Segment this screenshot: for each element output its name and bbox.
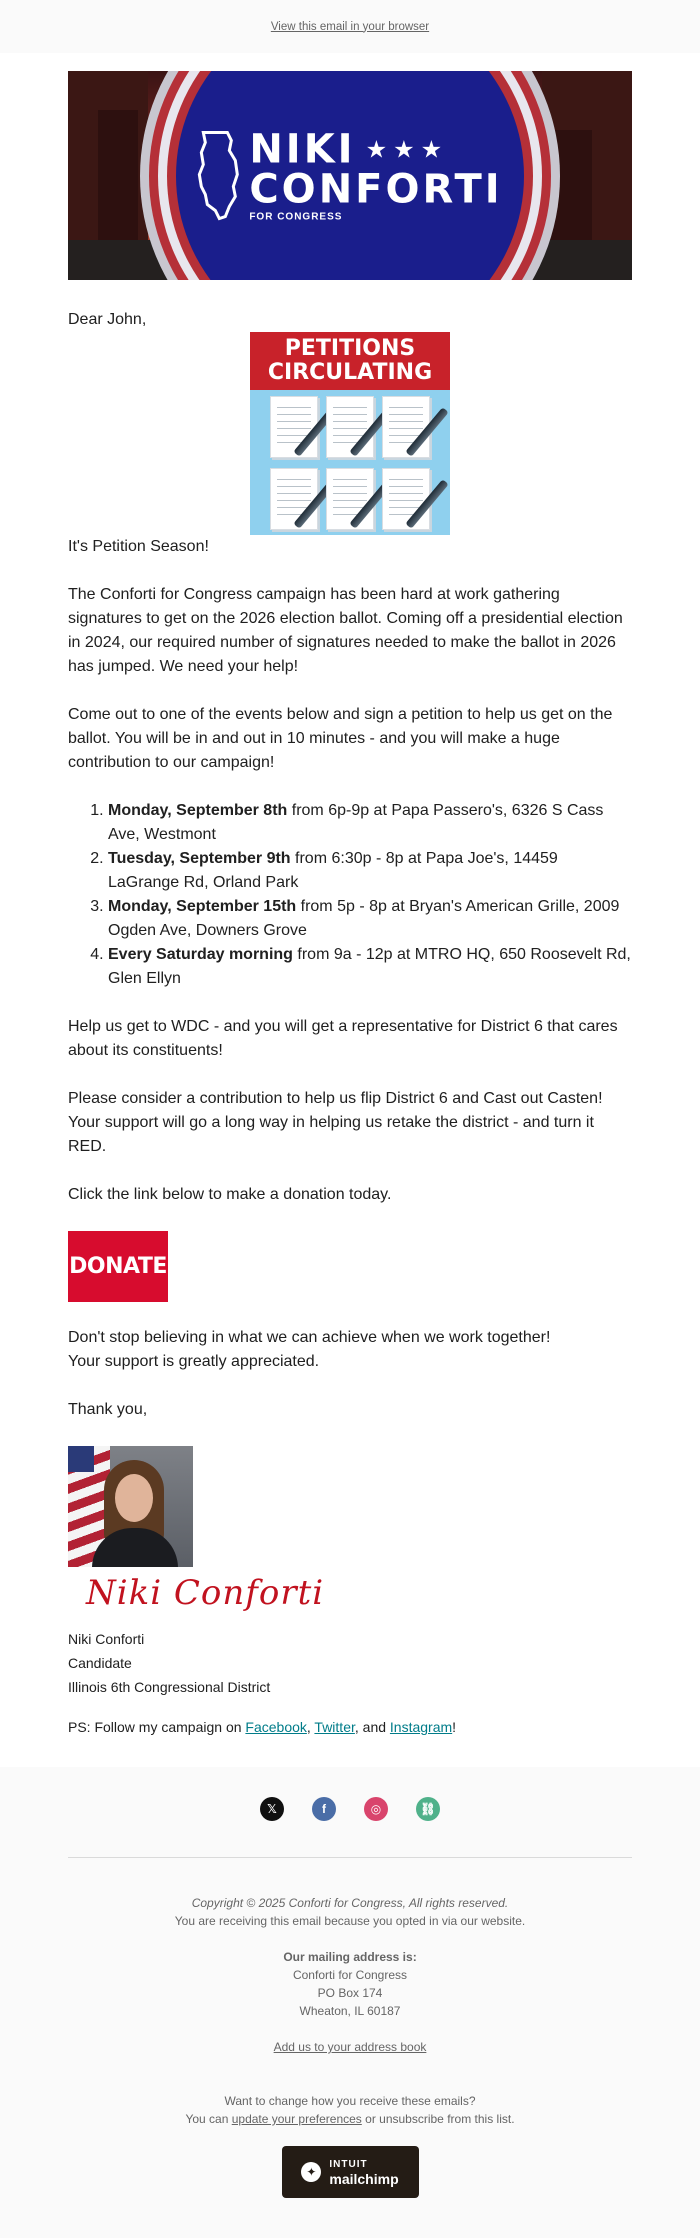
petitions-circulating-image <box>250 332 450 535</box>
signer-name: Niki Conforti <box>68 1631 145 1647</box>
you-can-text: You can <box>185 2112 232 2126</box>
hero-banner <box>68 71 632 280</box>
event-details: from 6p-9p at Papa Passero's, 6326 S Cass Ave, Westmont <box>108 802 604 843</box>
ps-prefix: PS: Follow my campaign on <box>68 1719 246 1735</box>
believing-line2: Your support is greatly appreciated. <box>68 1353 320 1370</box>
view-in-browser-link[interactable]: View this email in your browser <box>270 20 430 33</box>
hero-name-first: NIKI <box>249 126 356 172</box>
mailchimp-icon: ✦ <box>301 2162 321 2182</box>
change-emails-question: Want to change how you receive these emails? <box>224 2094 476 2108</box>
hero-subtitle: FOR CONGRESS <box>249 211 343 222</box>
signature-block <box>68 1627 632 1699</box>
update-preferences-link[interactable]: update your preferences <box>231 2112 362 2126</box>
address-line: PO Box 174 <box>317 1986 383 2000</box>
facebook-link[interactable]: Facebook <box>245 1719 307 1735</box>
email-body <box>0 53 700 1767</box>
instagram-icon[interactable]: ◎ <box>364 1797 388 1821</box>
mailing-address-label: Our mailing address is: <box>283 1950 417 1964</box>
petition-banner-line2: CIRCULATING <box>267 360 433 385</box>
twitter-link[interactable]: Twitter <box>314 1719 355 1735</box>
stars-icon: ★★★ <box>365 135 449 163</box>
petition-doc-icon <box>270 396 318 458</box>
believing-line1: Don't stop believing in what we can achieve when we work together! <box>68 1329 551 1346</box>
candidate-photo <box>68 1446 193 1567</box>
list-item <box>108 799 632 847</box>
ps-comma: , <box>306 1719 315 1735</box>
instagram-link[interactable]: Instagram <box>389 1719 453 1735</box>
illinois-state-icon <box>197 131 239 221</box>
event-details: from 5p - 8p at Bryan's American Grille, 2009 Ogden Ave, Downers Grove <box>108 898 620 939</box>
list-item <box>108 943 632 991</box>
list-item <box>108 847 632 895</box>
signer-district: Illinois 6th Congressional District <box>68 1679 271 1695</box>
facebook-icon[interactable]: f <box>312 1797 336 1821</box>
copyright-text: Copyright © 2025 Conforti for Congress, All rights reserved. <box>191 1896 509 1910</box>
paragraph-contribution: Please consider a contribution to help us flip District 6 and Cast out Casten! Your support will go a long way in helping us retake the district - and turn it RED. <box>68 1090 603 1155</box>
petition-doc-icon <box>326 396 374 458</box>
closing: Thank you, <box>68 1401 148 1418</box>
event-date: Tuesday, September 9th <box>108 850 291 867</box>
event-date: Monday, September 15th <box>108 898 297 915</box>
add-to-address-book-link[interactable]: Add us to your address book <box>273 2040 427 2054</box>
optin-text: You are receiving this email because you opted in via our website. <box>174 1914 526 1928</box>
greeting: Dear John, <box>68 311 147 328</box>
paragraph-campaign: The Conforti for Congress campaign has been hard at work gathering signatures to get on the 2026 election ballot. Coming off a presidential election in 2024, our required number of signatures needed to make the ballot in 2026 has jumped. We need your help! <box>68 586 623 675</box>
event-date: Monday, September 8th <box>108 802 288 819</box>
mailchimp-badge[interactable] <box>282 2146 419 2198</box>
x-twitter-icon[interactable]: 𝕏 <box>260 1797 284 1821</box>
mailchimp-intuit-label: INTUIT <box>329 2159 368 2170</box>
campaign-logo <box>197 126 503 222</box>
topbar <box>0 0 700 53</box>
petition-banner <box>250 332 450 390</box>
address-line: Conforti for Congress <box>292 1968 408 1982</box>
petition-banner-line1: PETITIONS <box>284 336 416 361</box>
paragraph-events-intro: Come out to one of the events below and sign a petition to help us get on the ballot. You will be in and out in 10 minutes - and you will make a huge contribution to our campaign! <box>68 706 613 771</box>
petition-doc-icon <box>270 468 318 530</box>
paragraph-believing <box>68 1326 632 1374</box>
events-list <box>68 799 632 991</box>
ps-suffix: ! <box>452 1719 457 1735</box>
signature: Niki Conforti <box>86 1573 325 1613</box>
footer <box>0 1767 700 2238</box>
event-details: from 9a - 12p at MTRO HQ, 650 Roosevelt Rd, Glen Ellyn <box>108 946 631 987</box>
footer-divider <box>68 1857 632 1858</box>
ps-and: , and <box>354 1719 390 1735</box>
donate-button[interactable]: DONATE <box>68 1231 168 1302</box>
paragraph-wdc: Help us get to WDC - and you will get a representative for District 6 that cares about its constituents! <box>68 1018 618 1059</box>
petition-doc-icon <box>326 468 374 530</box>
list-item <box>108 895 632 943</box>
petition-doc-icon <box>382 396 430 458</box>
social-icons <box>68 1797 632 1821</box>
mailchimp-label: mailchimp <box>329 2171 399 2187</box>
paragraph-click-link: Click the link below to make a donation today. <box>68 1186 392 1203</box>
unsubscribe-text: or unsubscribe from this list. <box>361 2112 515 2126</box>
event-details: from 6:30p - 8p at Papa Joe's, 14459 LaGrange Rd, Orland Park <box>108 850 558 891</box>
address-line: Wheaton, IL 60187 <box>299 2004 401 2018</box>
headline: It's Petition Season! <box>68 538 209 555</box>
signer-title: Candidate <box>68 1655 132 1671</box>
ps-line <box>68 1717 632 1737</box>
website-link-icon[interactable]: ⛓ <box>416 1797 440 1821</box>
petition-doc-icon <box>382 468 430 530</box>
event-date: Every Saturday morning <box>108 946 293 963</box>
hero-name-last: CONFORTI <box>249 166 503 212</box>
